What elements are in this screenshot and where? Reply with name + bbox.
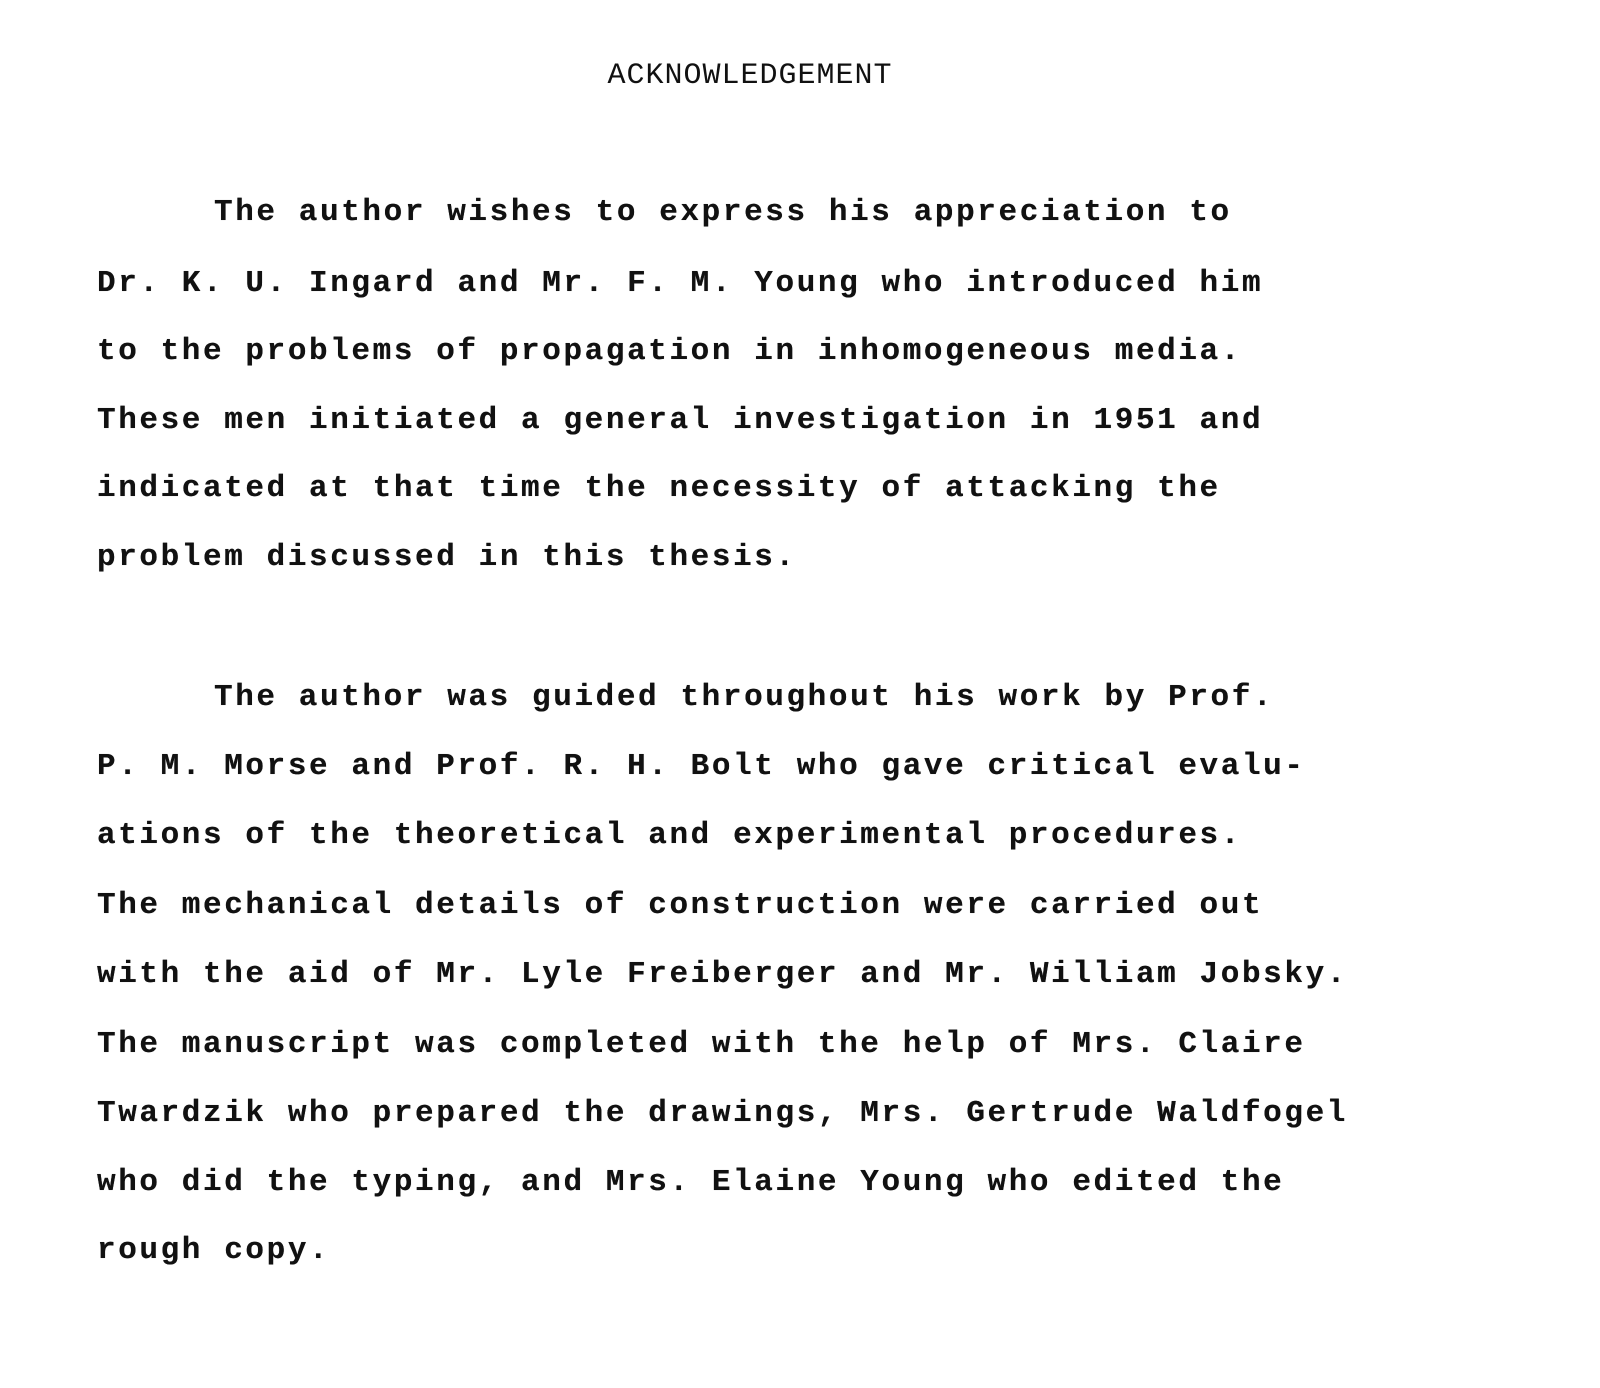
paragraph-line: The manuscript was completed with the help of Mrs. Claire: [97, 1027, 1306, 1062]
paragraph-line: to the problems of propagation in inhomogeneous media.: [97, 334, 1242, 369]
paragraph-line: who did the typing, and Mrs. Elaine Young who edited the: [97, 1165, 1285, 1200]
paragraph-line: Twardzik who prepared the drawings, Mrs. Gertrude Waldfogel: [97, 1096, 1348, 1131]
paragraph-line: P. M. Morse and Prof. R. H. Bolt who gave critical evalu-: [97, 749, 1306, 784]
paragraph-line: The mechanical details of construction were carried out: [97, 888, 1264, 923]
paragraph-line: Dr. K. U. Ingard and Mr. F. M. Young who introduced him: [97, 266, 1264, 301]
paragraph-line: The author was guided throughout his work by Prof.: [214, 680, 1275, 715]
paragraph-line: with the aid of Mr. Lyle Freiberger and Mr. William Jobsky.: [97, 957, 1348, 992]
paragraph-line: indicated at that time the necessity of attacking the: [97, 471, 1221, 506]
paragraph-line: rough copy.: [97, 1233, 331, 1268]
paragraph-line: problem discussed in this thesis.: [97, 540, 797, 575]
paragraph-line: ations of the theoretical and experimental procedures.: [97, 818, 1242, 853]
page-title: ACKNOWLEDGEMENT: [607, 59, 893, 93]
paragraph-line: These men initiated a general investigation in 1951 and: [97, 403, 1264, 438]
paragraph-line: The author wishes to express his appreciation to: [214, 195, 1232, 230]
